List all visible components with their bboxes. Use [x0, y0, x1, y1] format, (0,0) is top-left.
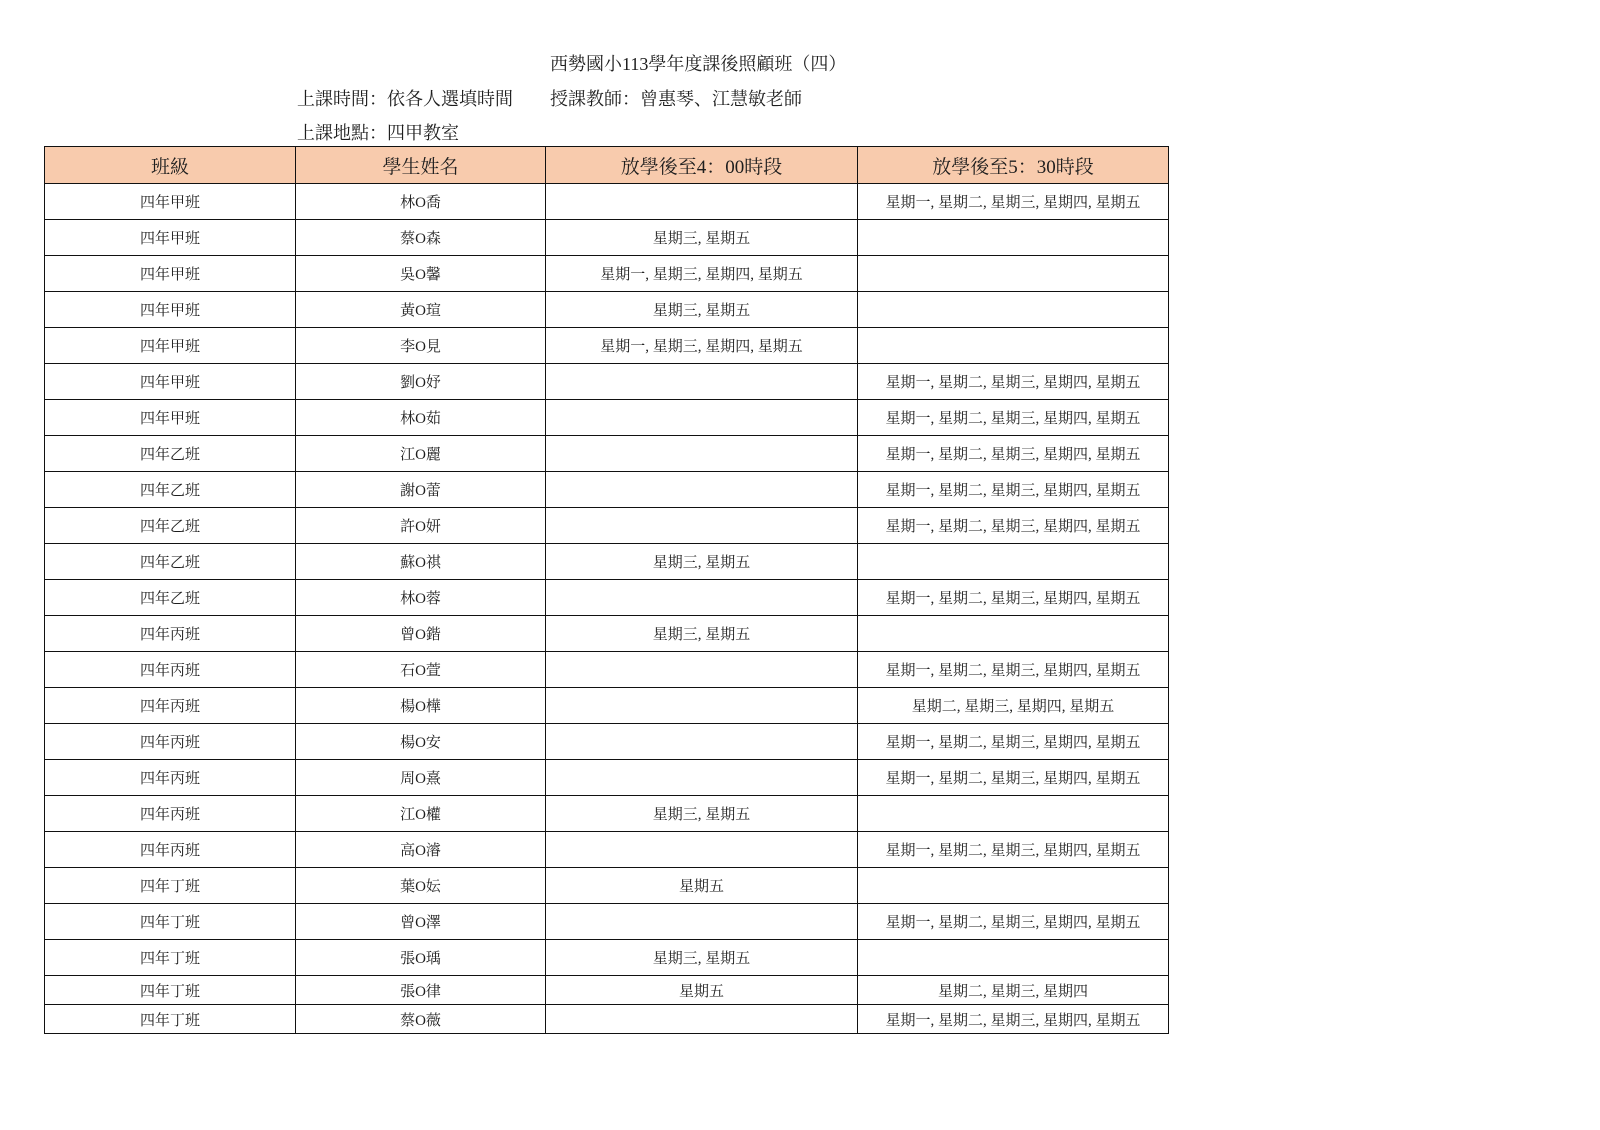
student-name-cell: 楊O樺	[296, 688, 546, 724]
slot-400-cell: 星期一, 星期三, 星期四, 星期五	[546, 256, 858, 292]
class-cell: 四年甲班	[45, 364, 296, 400]
class-cell: 四年丁班	[45, 1005, 296, 1034]
class-cell: 四年甲班	[45, 400, 296, 436]
slot-400-cell	[546, 400, 858, 436]
table-row	[45, 580, 1169, 616]
student-name-cell: 張O瑀	[296, 940, 546, 976]
table-row	[45, 688, 1169, 724]
column-header-student-name: 學生姓名	[296, 147, 546, 184]
table-row	[45, 832, 1169, 868]
table-row	[45, 472, 1169, 508]
slot-400-cell	[546, 436, 858, 472]
student-name-cell: 江O麗	[296, 436, 546, 472]
class-cell: 四年甲班	[45, 220, 296, 256]
table-row	[45, 868, 1169, 904]
table-row	[45, 256, 1169, 292]
class-cell: 四年甲班	[45, 292, 296, 328]
slot-400-cell	[546, 364, 858, 400]
table-row	[45, 220, 1169, 256]
student-name-cell: 劉O妤	[296, 364, 546, 400]
class-cell: 四年甲班	[45, 184, 296, 220]
slot-400-cell	[546, 724, 858, 760]
slot-530-cell: 星期一, 星期二, 星期三, 星期四, 星期五	[858, 1005, 1169, 1034]
slot-530-cell: 星期一, 星期二, 星期三, 星期四, 星期五	[858, 472, 1169, 508]
table-row	[45, 544, 1169, 580]
table-row	[45, 796, 1169, 832]
table-header-row	[45, 147, 1169, 184]
slot-400-cell: 星期三, 星期五	[546, 616, 858, 652]
slot-530-cell: 星期二, 星期三, 星期四, 星期五	[858, 688, 1169, 724]
slot-530-cell: 星期一, 星期二, 星期三, 星期四, 星期五	[858, 508, 1169, 544]
student-name-cell: 葉O妘	[296, 868, 546, 904]
slot-400-cell	[546, 688, 858, 724]
table-row	[45, 724, 1169, 760]
class-cell: 四年丙班	[45, 760, 296, 796]
student-name-cell: 楊O安	[296, 724, 546, 760]
slot-400-cell	[546, 832, 858, 868]
column-header-slot-400: 放學後至4：00時段	[546, 147, 858, 184]
column-header-slot-530: 放學後至5：30時段	[858, 147, 1169, 184]
class-cell: 四年乙班	[45, 580, 296, 616]
table-row	[45, 328, 1169, 364]
table-row	[45, 400, 1169, 436]
student-name-cell: 蔡O森	[296, 220, 546, 256]
student-name-cell: 林O茹	[296, 400, 546, 436]
student-name-cell: 曾O鍇	[296, 616, 546, 652]
class-cell: 四年丙班	[45, 724, 296, 760]
slot-530-cell	[858, 940, 1169, 976]
table-row	[45, 508, 1169, 544]
slot-400-cell	[546, 760, 858, 796]
slot-400-cell: 星期五	[546, 868, 858, 904]
slot-400-cell	[546, 904, 858, 940]
class-cell: 四年丁班	[45, 904, 296, 940]
teacher-label: 授課教師：曾惠琴、江慧敏老師	[550, 89, 802, 109]
table-row	[45, 760, 1169, 796]
class-cell: 四年乙班	[45, 508, 296, 544]
student-name-cell: 吳O馨	[296, 256, 546, 292]
table-row	[45, 292, 1169, 328]
student-name-cell: 石O萱	[296, 652, 546, 688]
slot-530-cell: 星期二, 星期三, 星期四	[858, 976, 1169, 1005]
slot-400-cell	[546, 508, 858, 544]
table-row	[45, 904, 1169, 940]
slot-400-cell	[546, 652, 858, 688]
table-row	[45, 184, 1169, 220]
student-name-cell: 李O見	[296, 328, 546, 364]
student-name-cell: 林O喬	[296, 184, 546, 220]
slot-530-cell: 星期一, 星期二, 星期三, 星期四, 星期五	[858, 184, 1169, 220]
slot-400-cell	[546, 184, 858, 220]
class-cell: 四年丁班	[45, 976, 296, 1005]
slot-530-cell	[858, 220, 1169, 256]
student-name-cell: 張O律	[296, 976, 546, 1005]
student-name-cell: 黃O瑄	[296, 292, 546, 328]
column-header-class: 班級	[45, 147, 296, 184]
slot-400-cell: 星期三, 星期五	[546, 220, 858, 256]
student-name-cell: 蔡O薇	[296, 1005, 546, 1034]
class-cell: 四年丁班	[45, 940, 296, 976]
table-row	[45, 652, 1169, 688]
slot-530-cell	[858, 616, 1169, 652]
table-row	[45, 616, 1169, 652]
slot-530-cell	[858, 328, 1169, 364]
slot-400-cell	[546, 580, 858, 616]
slot-530-cell	[858, 292, 1169, 328]
slot-530-cell: 星期一, 星期二, 星期三, 星期四, 星期五	[858, 400, 1169, 436]
class-cell: 四年甲班	[45, 256, 296, 292]
student-name-cell: 蘇O祺	[296, 544, 546, 580]
slot-530-cell: 星期一, 星期二, 星期三, 星期四, 星期五	[858, 904, 1169, 940]
table-row	[45, 976, 1169, 1005]
slot-400-cell: 星期五	[546, 976, 858, 1005]
student-name-cell: 許O妍	[296, 508, 546, 544]
class-cell: 四年甲班	[45, 328, 296, 364]
class-cell: 四年丙班	[45, 652, 296, 688]
care-class-table	[44, 146, 1169, 1034]
student-name-cell: 江O權	[296, 796, 546, 832]
student-name-cell: 高O濬	[296, 832, 546, 868]
student-name-cell: 謝O蕾	[296, 472, 546, 508]
class-cell: 四年丙班	[45, 796, 296, 832]
slot-400-cell: 星期三, 星期五	[546, 940, 858, 976]
schedule-label: 上課時間：依各人選填時間	[297, 89, 513, 109]
slot-530-cell: 星期一, 星期二, 星期三, 星期四, 星期五	[858, 724, 1169, 760]
slot-530-cell	[858, 796, 1169, 832]
class-cell: 四年乙班	[45, 472, 296, 508]
slot-400-cell	[546, 1005, 858, 1034]
slot-530-cell	[858, 256, 1169, 292]
slot-400-cell: 星期一, 星期三, 星期四, 星期五	[546, 328, 858, 364]
student-name-cell: 曾O澤	[296, 904, 546, 940]
table-row	[45, 436, 1169, 472]
slot-530-cell: 星期一, 星期二, 星期三, 星期四, 星期五	[858, 364, 1169, 400]
slot-400-cell: 星期三, 星期五	[546, 544, 858, 580]
slot-400-cell	[546, 472, 858, 508]
slot-530-cell: 星期一, 星期二, 星期三, 星期四, 星期五	[858, 652, 1169, 688]
document-title: 西勢國小113學年度課後照顧班（四）	[550, 54, 847, 74]
table-body	[45, 184, 1169, 1034]
table-row	[45, 940, 1169, 976]
class-cell: 四年丙班	[45, 616, 296, 652]
slot-530-cell: 星期一, 星期二, 星期三, 星期四, 星期五	[858, 436, 1169, 472]
slot-400-cell: 星期三, 星期五	[546, 292, 858, 328]
slot-530-cell	[858, 544, 1169, 580]
student-name-cell: 周O熹	[296, 760, 546, 796]
class-cell: 四年乙班	[45, 436, 296, 472]
class-cell: 四年乙班	[45, 544, 296, 580]
table-row	[45, 364, 1169, 400]
class-cell: 四年丙班	[45, 832, 296, 868]
slot-530-cell: 星期一, 星期二, 星期三, 星期四, 星期五	[858, 760, 1169, 796]
student-name-cell: 林O蓉	[296, 580, 546, 616]
table-row	[45, 1005, 1169, 1034]
location-label: 上課地點：四甲教室	[297, 123, 459, 143]
class-cell: 四年丁班	[45, 868, 296, 904]
slot-400-cell: 星期三, 星期五	[546, 796, 858, 832]
class-cell: 四年丙班	[45, 688, 296, 724]
slot-530-cell	[858, 868, 1169, 904]
slot-530-cell: 星期一, 星期二, 星期三, 星期四, 星期五	[858, 832, 1169, 868]
slot-530-cell: 星期一, 星期二, 星期三, 星期四, 星期五	[858, 580, 1169, 616]
